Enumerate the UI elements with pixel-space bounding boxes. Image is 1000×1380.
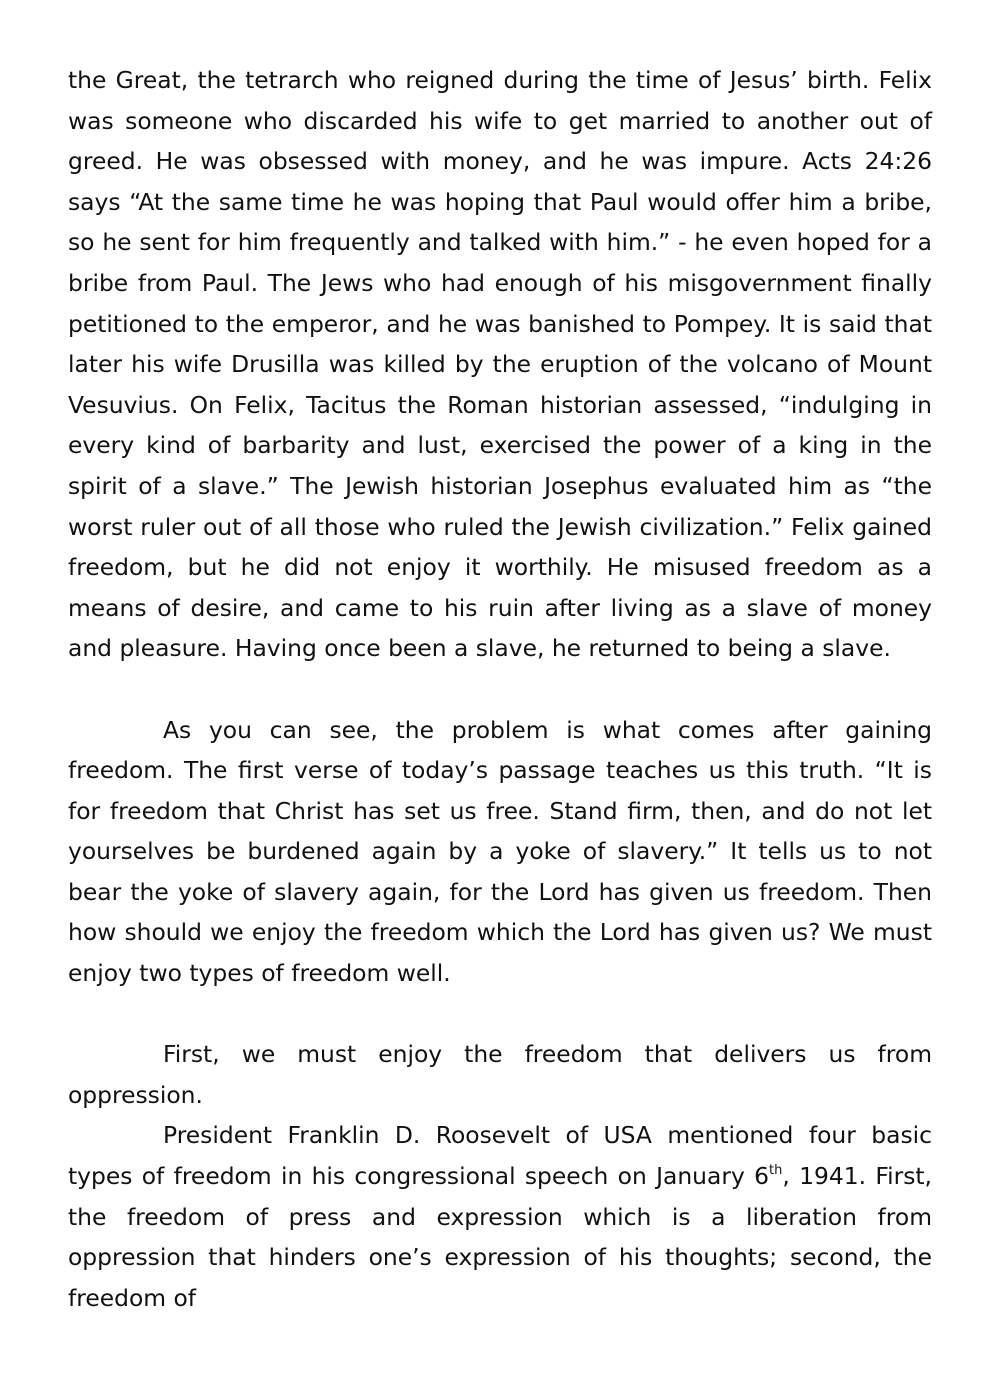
ordinal-suffix: th	[768, 1163, 783, 1179]
roosevelt-text-end: , 1941. First, the freedom of press and expression which is a liberation from oppression that hinders one’s expression of his thoughts; second, the freedom of	[68, 1162, 932, 1312]
paragraph-first-point: First, we must enjoy the freedom that delivers us from oppression.	[68, 1040, 932, 1109]
paragraph-freedom-problem: As you can see, the problem is what comes after gaining freedom. The first verse of today’s passage teaches us this truth. “It is for freedom that Christ has set us free. Stand firm, then, and do not let yourselves be burdened again by a yoke of slavery.” It tells us to not bear the yoke of slavery again, for the Lord has given us freedom. Then how should we enjoy the freedom which the Lord has given us? We must enjoy two types of freedom well.	[68, 715, 932, 988]
paragraph-spacer	[68, 669, 932, 710]
paragraph-roosevelt	[68, 1115, 932, 1318]
roosevelt-text-start: President Franklin D. Roosevelt of USA mentioned four basic types of freedom in his congressional speech on January 6	[68, 1121, 932, 1191]
paragraph-spacer	[68, 994, 932, 1035]
document-page	[68, 60, 932, 1318]
paragraph-felix: the Great, the tetrarch who reigned during the time of Jesus’ birth. Felix was someone who discarded his wife to get married to another out of greed. He was obsessed with money, and he was impure. Acts 24:26 says “At the same time he was hoping that Paul would offer him a bribe, so he sent for him frequently and talked with him.” - he even hoped for a bribe from Paul. The Jews who had enough of his misgovernment finally petitioned to the emperor, and he was banished to Pompey. It is said that later his wife Drusilla was killed by the eruption of the volcano of Mount Vesuvius. On Felix, Tacitus the Roman historian assessed, “indulging in every kind of barbarity and lust, exercised the power of a king in the spirit of a slave.” The Jewish historian Josephus evaluated him as “the worst ruler out of all those who ruled the Jewish civilization.” Felix gained freedom, but he did not enjoy it worthily. He misused freedom as a means of desire, and came to his ruin after living as a slave of money and pleasure. Having once been a slave, he returned to being a slave.	[68, 66, 932, 663]
